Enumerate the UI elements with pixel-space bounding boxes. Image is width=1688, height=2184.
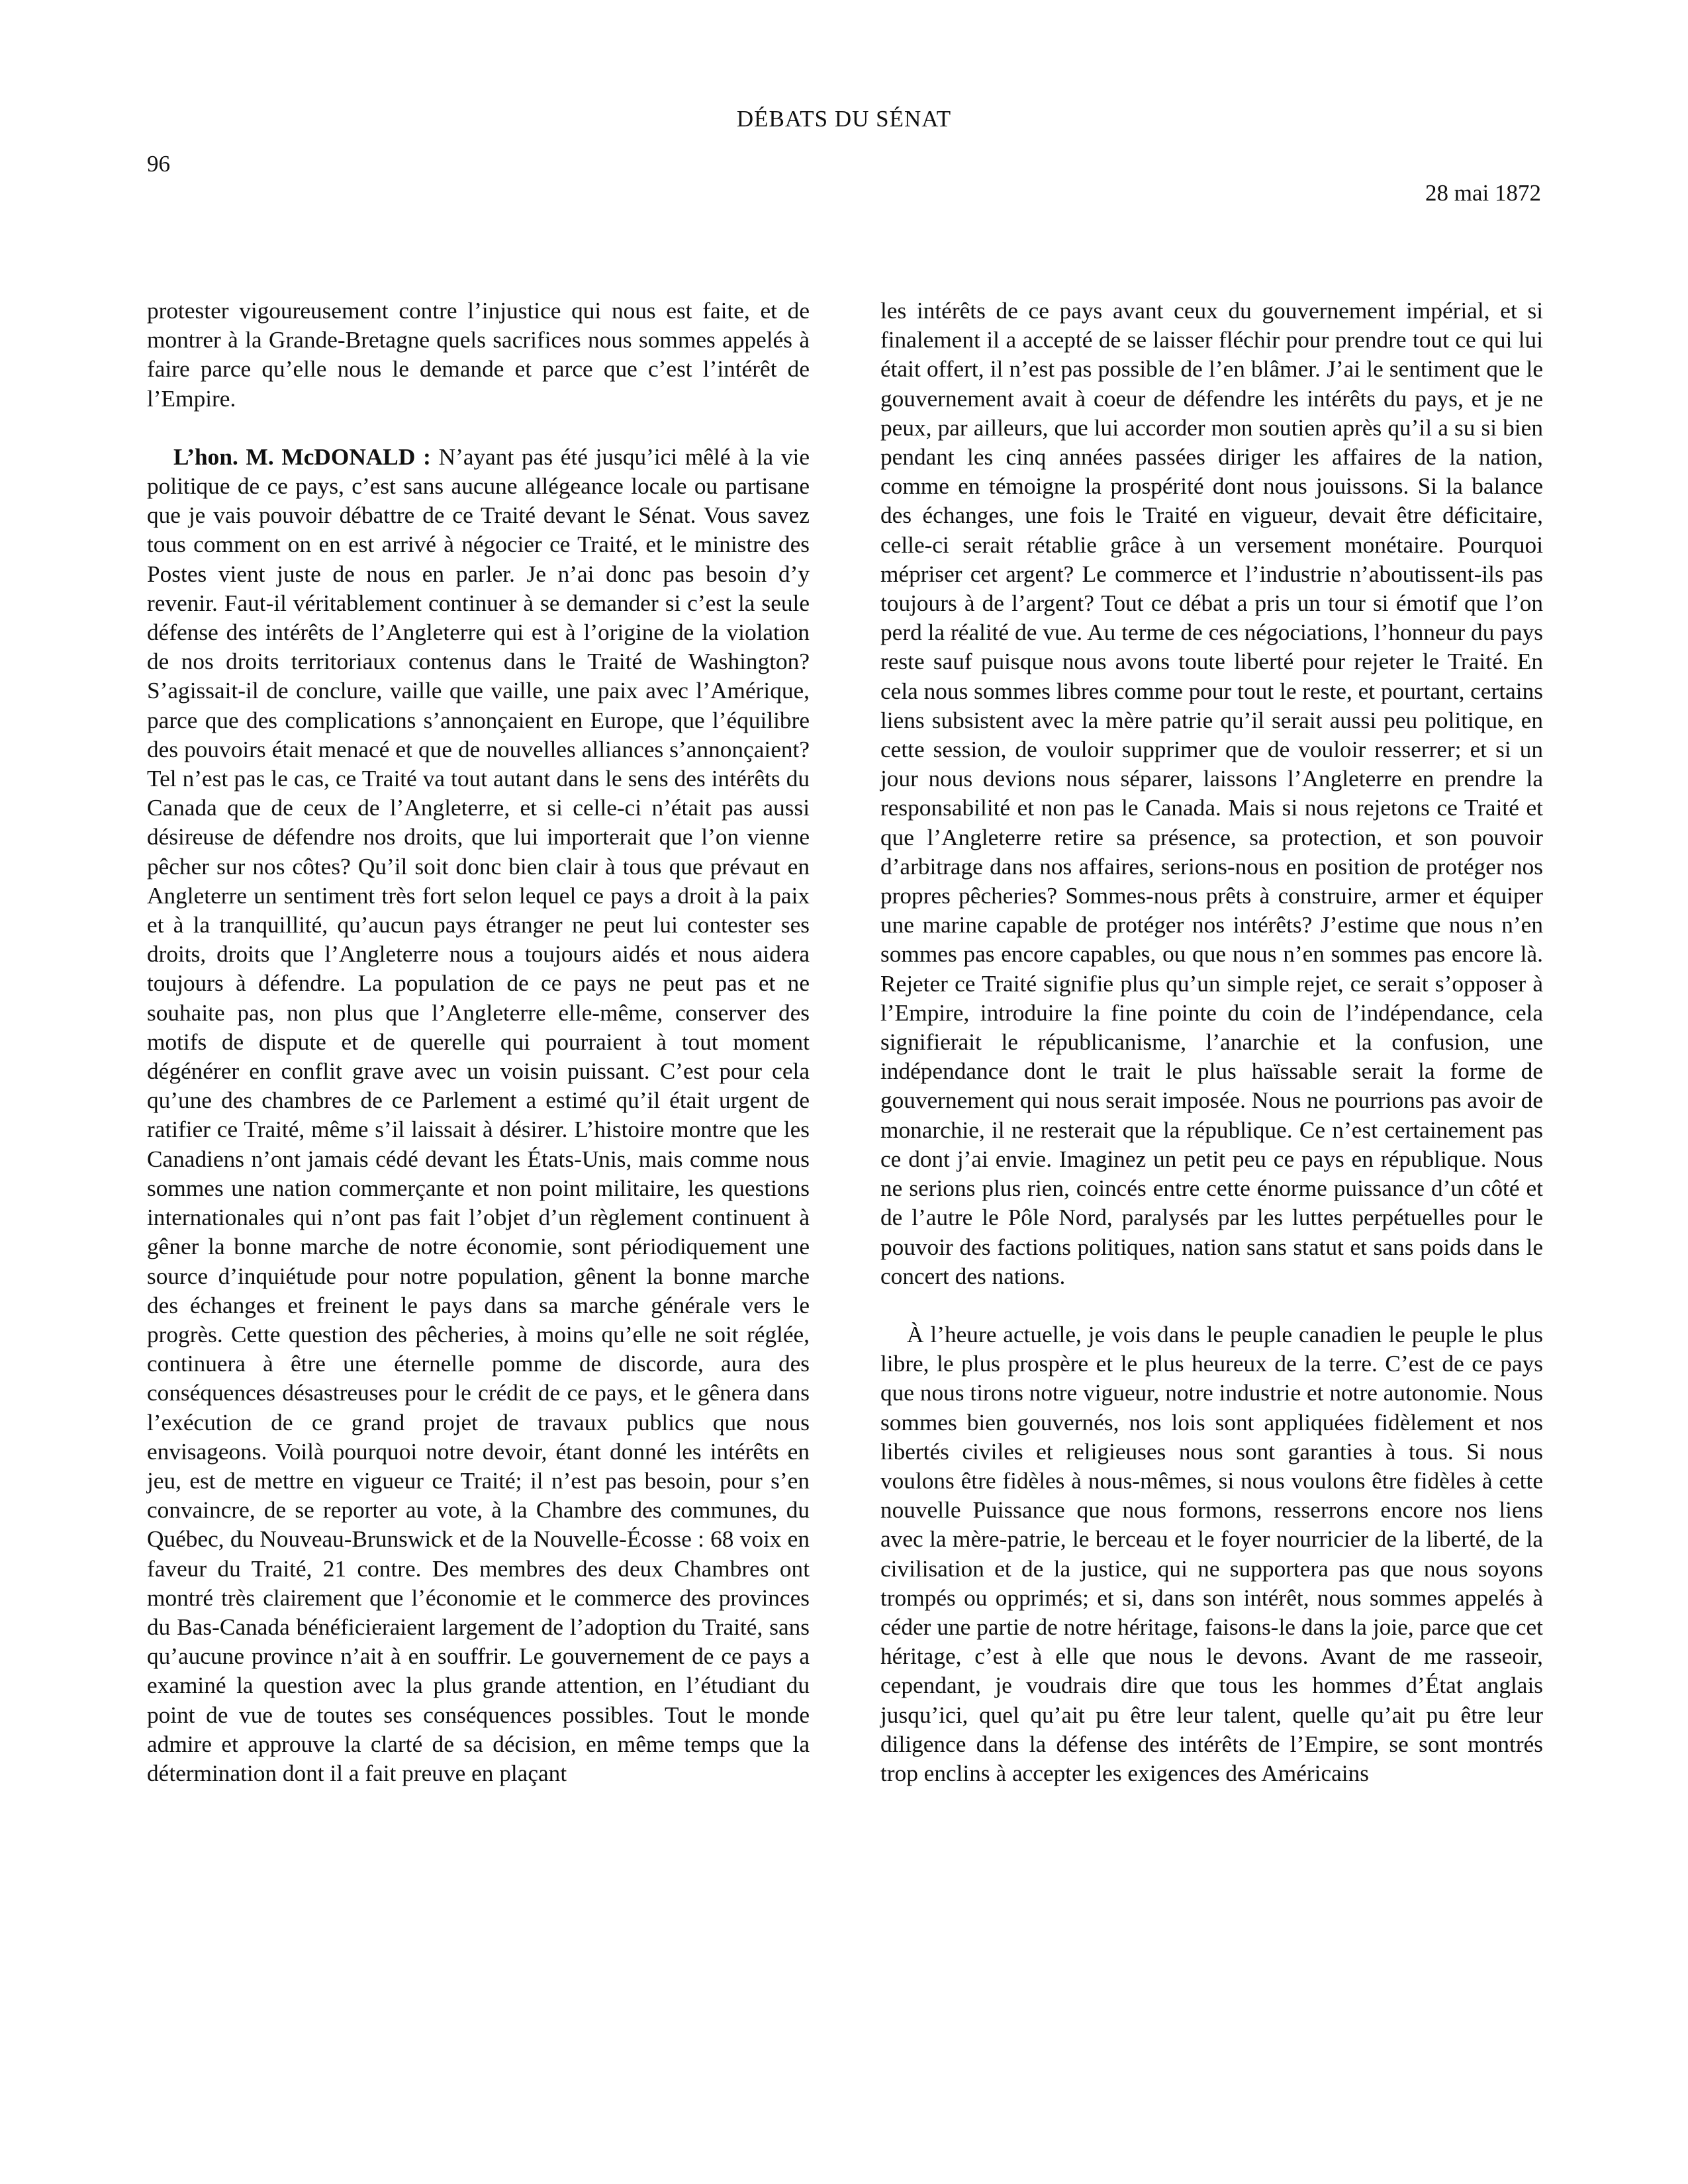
page-number: 96 bbox=[147, 151, 170, 177]
sitting-date: 28 mai 1872 bbox=[1425, 180, 1541, 206]
paragraph-continuation: les intérêts de ce pays avant ceux du gouvernement impérial, et si finalement il a accepté de se laisser fléchir pour prendre tout ce qui lui était offert, il n’est pas possible de l’en blâmer. J’ai le sentiment que le gouvernement avait à coeur de défendre les intérêts du pays, et je ne peux, par ailleurs, que lui accorder mon soutien après qu’il a su si bien pendant les cinq années passées diriger les affaires de la nation, comme en témoigne la prospérité dont nous jouissons. Si la balance des échanges, une fois le Traité en vigueur, devait être déficitaire, celle-ci serait rétablie grâce à un versement monétaire. Pourquoi mépriser cet argent? Le commerce et l’industrie n’aboutissent-ils pas toujours à de l’argent? Tout ce débat a pris un tour si émotif que l’on perd la réalité de vue. Au terme de ces négociations, l’honneur du pays reste sauf puisque nous avons toute liberté pour rejeter le Traité. En cela nous sommes libres comme pour tout le reste, et pourtant, certains liens subsistent avec la mère patrie qu’il serait aussi peu politique, en cette session, de vouloir supprimer que de vouloir resserrer; et si un jour nous devions nous séparer, laissons l’Angleterre en prendre la responsabilité et non pas le Canada. Mais si nous rejetons ce Traité et que l’Angleterre retire sa présence, sa protection, et son pouvoir d’arbitrage dans nos affaires, serions-nous en position de protéger nos propres pêcheries? Sommes-nous prêts à construire, armer et équiper une marine capable de protéger nos intérêts? J’estime que nous n’en sommes pas encore capables, ou que nous n’en sommes pas encore là. Rejeter ce Traité signifie plus qu’un simple rejet, ce serait s’opposer à l’Empire, introduire la fine pointe du coin de l’indépendance, cela signifierait le républicanisme, l’anarchie et la confusion, une indépendance dont le trait le plus haïssable serait la forme de gouvernement qui nous serait imposée. Nous ne pourrions pas avoir de monarchie, il ne resterait que la république. Ce n’est certainement pas ce dont j’ai envie. Imaginez un petit peu ce pays en république. Nous ne serions plus rien, coincés entre cette énorme puissance d’un côté et de l’autre le Pôle Nord, paralysés par les luttes perpétuelles pour le pouvoir des factions politiques, nation sans statut et sans poids dans le concert des nations. bbox=[880, 298, 1543, 1289]
paragraph-continuation: protester vigoureusement contre l’injustice qui nous est faite, et de montrer à la Grande-Bretagne quels sacrifices nous sommes appelés à faire parce qu’elle nous le demande et parce que c’est l’intérêt de l’Empire. bbox=[147, 298, 810, 412]
paragraph: À l’heure actuelle, je vois dans le peuple canadien le peuple le plus libre, le plus prospère et le plus heureux de la terre. C’est de ce pays que nous tirons notre vigueur, notre industrie et notre autonomie. Nous sommes bien gouvernés, nos lois sont appliquées fidèlement et nos libertés civiles et religieuses nous sont garanties à tous. Si nous voulons être fidèles à nous-mêmes, si nous voulons être fidèles à cette nouvelle Puissance que nous formons, resserrons encore nos liens avec la mère-patrie, le berceau et le foyer nourricier de la liberté, de la civilisation et de la justice, qui ne supportera pas que nous soyons trompés ou opprimés; et si, dans son intérêt, nous sommes appelés à céder une partie de notre héritage, faisons-le dans la joie, parce que cet héritage, c’est à elle que nous le devons. Avant de me rasseoir, cependant, je voudrais dire que tous les hommes d’État anglais jusqu’ici, quel qu’ait pu être leur talent, quelle qu’ait pu être leur diligence dans la défense des intérêts de l’Empire, se sont montrés trop enclins à accepter les exigences des Américains bbox=[880, 1321, 1543, 1786]
speaker-name: L’hon. M. McDONALD : bbox=[173, 443, 431, 470]
right-column bbox=[880, 296, 1543, 1788]
speech-text: N’ayant pas été jusqu’ici mêlé à la vie politique de ce pays, c’est sans aucune allégeance locale ou partisane que je vais pouvoir débattre de ce Traité devant le Sénat. Vous savez tous comment on en est arrivé à négocier ce Traité, et le ministre des Postes vient juste de nous en parler. Je n’ai donc pas besoin d’y revenir. Faut-il véritablement continuer à se demander si c’est la seule défense des intérêts de l’Angleterre qui est à l’origine de la violation de nos droits territoriaux contenus dans le Traité de Washington? S’agissait-il de conclure, vaille que vaille, une paix avec l’Amérique, parce que des complications s’annonçaient en Europe, que l’équilibre des pouvoirs était menacé et que de nouvelles alliances s’annonçaient? Tel n’est pas le cas, ce Traité va tout autant dans le sens des intérêts du Canada que de ceux de l’Angleterre, et si celle-ci n’était pas aussi désireuse de défendre nos droits, que lui importerait que l’on vienne pêcher sur nos côtes? Qu’il soit donc bien clair à tous que prévaut en Angleterre un sentiment très fort selon lequel ce pays a droit à la paix et à la tranquillité, qu’aucun pays étranger ne peut lui contester ses droits, droits que l’Angleterre nous a toujours aidés et nous aidera toujours à défendre. La population de ce pays ne peut pas et ne souhaite pas, non plus que l’Angleterre elle-même, conserver des motifs de dispute et de querelle qui pourraient à tout moment dégénérer en conflit grave avec un voisin puissant. C’est pour cela qu’une des chambres de ce Parlement a estimé qu’il était urgent de ratifier ce Traité, même s’il laissait à désirer. L’histoire montre que les Canadiens n’ont jamais cédé devant les États-Unis, mais comme nous sommes une nation commerçante et non point militaire, les questions internationales qui n’ont pas fait l’objet d’un règlement continuent à gêner la bonne marche de notre économie, sont périodiquement une source d’inquiétude pour notre population, gênent la bonne marche des échanges et freinent le pays dans sa marche générale vers le progrès. Cette question des pêcheries, à moins qu’elle ne soit réglée, continuera à être une éternelle pomme de discorde, aura des conséquences désastreuses pour le crédit de ce pays, et le gênera dans l’exécution de ce grand projet de travaux publics que nous envisageons. Voilà pourquoi notre devoir, étant donné les intérêts en jeu, est de mettre en vigueur ce Traité; il n’est pas besoin, pour s’en convaincre, de se reporter au vote, à la Chambre des communes, du Québec, du Nouveau-Brunswick et de la Nouvelle-Écosse : 68 voix en faveur du Traité, 21 contre. Des membres des deux Chambres ont montré très clairement que l’économie et le commerce des provinces du Bas-Canada bénéficieraient largement de l’adoption du Traité, sans qu’aucune province n’ait à en souffrir. Le gouvernement de ce pays a examiné la question avec la plus grande attention, en l’étudiant du point de vue de toutes ses conséquences possibles. Tout le monde admire et approuve la clarté de sa décision, en même temps que la détermination dont il a fait preuve en plaçant bbox=[147, 443, 810, 1786]
paragraph-speech bbox=[147, 443, 810, 1788]
running-header: DÉBATS DU SÉNAT bbox=[736, 106, 952, 132]
left-column bbox=[147, 296, 810, 1788]
